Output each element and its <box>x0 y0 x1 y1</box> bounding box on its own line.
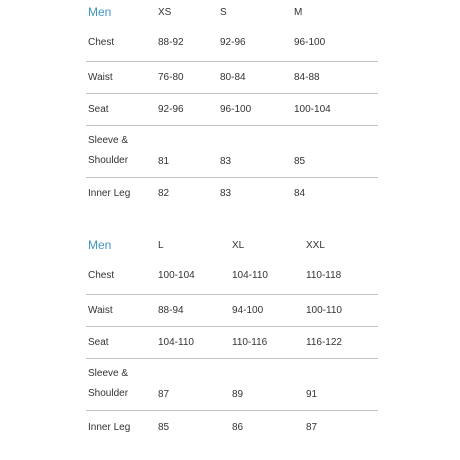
cell-value: 96-100 <box>218 93 292 125</box>
cell-value: 96-100 <box>292 24 378 61</box>
size-label-xl: XL <box>232 239 245 251</box>
cell-value: 88-94 <box>156 294 230 326</box>
size-label-m: M <box>294 6 303 18</box>
cell-value: 76-80 <box>156 61 218 93</box>
cell-value: 87 <box>156 358 230 410</box>
row-label: Chest <box>86 258 156 294</box>
group-label: Men <box>88 5 112 19</box>
table-row-chest <box>86 24 378 61</box>
cell-value: 84 <box>294 187 306 199</box>
cell-value: 82 <box>158 187 170 199</box>
size-header-row <box>86 0 378 24</box>
cell-value: 110-118 <box>304 258 378 294</box>
row-label <box>86 125 156 177</box>
cell-value: 89 <box>230 358 304 410</box>
cell-value: 94-100 <box>230 294 304 326</box>
table-row-sleeve-shoulder <box>86 358 378 410</box>
table-row-waist <box>86 294 378 326</box>
table-row-seat <box>86 326 378 358</box>
size-header-row <box>86 232 378 258</box>
size-label-l: L <box>158 239 164 251</box>
cell-value: 100-104 <box>292 93 378 125</box>
cell-value: 104-110 <box>230 258 304 294</box>
table-row-waist <box>86 61 378 93</box>
row-label: Waist <box>86 61 156 93</box>
row-label-line-2: Shoulder <box>88 388 129 399</box>
row-label: Inner Leg <box>88 421 131 433</box>
table-row-sleeve-shoulder <box>86 125 378 177</box>
cell-value: 86 <box>232 421 244 433</box>
row-label-line-2: Shoulder <box>88 155 129 166</box>
cell-value: 88-92 <box>156 24 218 61</box>
row-label-line-1: Sleeve & <box>88 368 129 379</box>
cell-value: 85 <box>292 125 378 177</box>
cell-value: 83 <box>218 125 292 177</box>
cell-value: 110-116 <box>230 326 304 358</box>
size-chart-table-xs-m <box>86 0 378 209</box>
row-label: Chest <box>86 24 156 61</box>
cell-value: 83 <box>220 187 232 199</box>
row-label: Seat <box>86 326 156 358</box>
row-label: Inner Leg <box>88 187 131 199</box>
cell-value: 91 <box>304 358 378 410</box>
cell-value: 85 <box>158 421 170 433</box>
cell-value: 92-96 <box>218 24 292 61</box>
group-label: Men <box>88 238 112 252</box>
table-row-inner-leg <box>86 177 378 209</box>
cell-value: 84-88 <box>292 61 378 93</box>
cell-value: 81 <box>156 125 218 177</box>
cell-value: 87 <box>306 421 318 433</box>
cell-value: 100-104 <box>156 258 230 294</box>
row-label-line-1: Sleeve & <box>88 135 129 146</box>
cell-value: 80-84 <box>218 61 292 93</box>
cell-value: 100-110 <box>304 294 378 326</box>
size-label-xxl: XXL <box>306 239 325 251</box>
row-label: Waist <box>86 294 156 326</box>
row-label <box>86 358 156 410</box>
table-row-inner-leg <box>86 410 378 444</box>
table-row-seat <box>86 93 378 125</box>
size-chart-table-l-xxl <box>86 232 378 444</box>
row-label: Seat <box>86 93 156 125</box>
table-row-chest <box>86 258 378 294</box>
cell-value: 104-110 <box>156 326 230 358</box>
cell-value: 116-122 <box>304 326 378 358</box>
cell-value: 92-96 <box>156 93 218 125</box>
size-label-s: S <box>220 6 227 18</box>
size-label-xs: XS <box>158 6 172 18</box>
